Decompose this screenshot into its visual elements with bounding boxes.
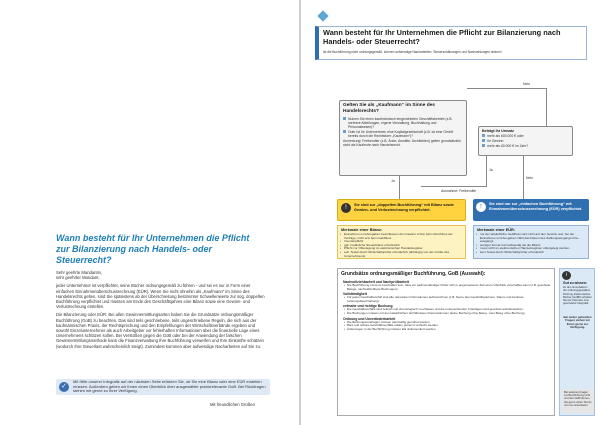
euer-features-heading: Merkmale einer EÜR: [477, 228, 515, 232]
threshold-heading: Beträgt Ihr Umsatz [482, 129, 514, 133]
flow-label-nein-2: Nein [526, 176, 533, 180]
question-kaufmann [339, 100, 467, 176]
threshold-item: mehr als 60.000 € im Jahr? [479, 143, 572, 148]
result-bilanz [337, 199, 466, 221]
salutation-1: Sehr geehrte Mandantin, [56, 270, 103, 275]
good-to-know-heading: Gut zu wissen: [563, 281, 587, 285]
question-threshold [478, 126, 573, 156]
list-item: • muss nicht im elektronischen Handelsregister offengelegt werden [474, 247, 588, 251]
gob-section-title: Vollständigkeit [343, 292, 367, 297]
connector-line [399, 176, 400, 199]
pin-icon: ! [476, 202, 486, 212]
list-item: • Inventurpflicht [338, 240, 465, 244]
good-to-know-footer: Bei weiteren Fragen zur Buchführung nicht und den GoB können Sie gerne einen Termin mit uns vereinbaren. [562, 389, 594, 413]
flow-label-ja-2: Ja [489, 168, 493, 172]
info-icon: i [562, 271, 571, 280]
connector-line [523, 156, 524, 199]
info-note-text: Mit Hilfe unserer Infografik auf der nächsten Seite erfahren Sie, ob Sie eine Bilanz oder eine EÜR erstellen müssen. Außerdem geben wir Ihnen einen Überblick über ausgewählte praxisrelevante GoB. Bei Rückfragen stehen wir gerne zu Ihrer Verfügung. [73, 378, 266, 394]
checkmark-icon: ✓ [59, 382, 69, 392]
good-to-know-contact: Bei weiter gehenden Fragen stehen wir Ihnen gerne zur Verfügung. [563, 314, 592, 329]
connector-line [546, 88, 547, 126]
exception-label: Ausnahme: Freiberufler [441, 189, 477, 193]
list-item: • Bare und unbare Geschäftsvorfälle sollten getrennt verbucht werden. [338, 324, 554, 328]
good-to-know-text: Zu den Grundsätzen der ordnungsgemäßen Führung elektronischer Bücher (GoBD) erhalten Sie bei Interesse eine gesonderte Infografik. [563, 286, 592, 306]
right-page [301, 0, 600, 425]
question-note: Anmerkung: Freiberufler (z.B. Ärzte, Anwälte, Architekten) gelten grundsätzlich nicht als Kaufleute nach Handelsrecht. [343, 139, 461, 148]
connector-line [421, 186, 487, 187]
result-bilanz-text: Sie sind zur „doppelten Buchführung“ mit Bilanz sowie Gewinn- und Verlustrechnung verpflichtet. [354, 203, 454, 212]
list-item: • Einnahmen und Ausgaben beeinflussen den Gewinn schon beim Abschluss der Verträge, nicht erst beim Geldfluss [338, 233, 465, 240]
question-item: Oder ist Ihr Unternehmen eine Kapitalgesellschaft (z.B. ist eine GmbH bereits durch die Rechtsform „Kaufmann“)? [340, 129, 466, 138]
bilanz-features [337, 225, 466, 259]
result-euer [473, 199, 589, 221]
question-item: Nutzen Sie einen kaufmännisch eingerichteten Geschäftsbetrieb (z.B. mehrere Abteilungen, eigene Verwaltung, Buchhaltung und Personalwesen)? [340, 116, 466, 129]
list-item: • ggf. zusätzliche Steuerbilanz erforderlich [338, 244, 465, 248]
pin-icon: ! [341, 203, 351, 213]
list-item: • nur der tatsächliche Geldfluss wird nicht auf den Gewinn aus: bei der Einnahmen und Ausgaben zählt das Datum des Zahlungseingangs bzw. -ausgangs [474, 233, 588, 244]
threshold-item: Ihr Gewinn [479, 138, 572, 143]
list-item: • weniger formal und aufwendig als die Bilanz [474, 244, 588, 248]
gob-section-title: Ordnung und Unveränderbarkeit [343, 316, 396, 321]
list-item: • Für jeden Geschäftsvorfall sind alle relevanten Informationen aufzuzeichnen (z.B. Name des Geschäftspartners, Datum und konkrete Leistungsbeschreibung). [338, 296, 554, 303]
result-euer-text: Sie sind nur zur „einfachen Buchführung“ mit Einnahmenüberschussrechnung (EÜR) verpflichtet. [489, 202, 583, 211]
list-item: • Die Geschäftsvorfälle sind zeitnah und chronologisch zu erfassen und die entsprechenden Unterlagen sind geordnet aufzubewahren. [338, 308, 554, 312]
threshold-item: mehr als 600.000 € oder [479, 133, 572, 138]
list-item: • kein Testat durch Wirtschaftsprüfer erforderlich [474, 251, 588, 255]
list-item: • Pflicht zur Offenlegung im elektronischen Handelsregister [338, 247, 465, 251]
question-kaufmann-heading: Gelten Sie als „Kaufmann“ im Sinne des Handelsrechts? [343, 103, 435, 114]
list-item: • Die Buchungsunterlagen müssen planmäßig geordnet werden. [338, 321, 554, 325]
flow-label-nein: Nein [523, 82, 530, 86]
gob-heading: Grundsätze ordnungsmäßiger Buchführung, GoB (Auswahl): [341, 271, 486, 277]
salutation-2: sehr geehrter Mandant, [56, 275, 100, 281]
closing: Mit freundlichen Grüßen [210, 402, 255, 407]
infographic-header [315, 26, 587, 60]
list-item: • evtl. Testat durch Wirtschaftsprüfer erforderlich (abhängig von der Größe des Unternehmens) [338, 251, 465, 258]
list-item: • Änderungen in der Buchführung müssen klar dokumentiert werden. [338, 328, 554, 332]
page-title: Wann besteht für Ihr Unternehmen die Pflicht zur Bilanzierung nach Handels- oder Steuerrecht? [56, 233, 250, 265]
infographic-title: Wann besteht für Ihr Unternehmen die Pflicht zur Bilanzierung nach Handels- oder Steuerrecht? [323, 28, 561, 46]
letter-body [56, 270, 266, 352]
euer-features [473, 225, 589, 259]
bilanz-features-heading: Merkmale einer Bilanz: [341, 228, 383, 232]
diamond-decoration [317, 10, 328, 21]
gob-section-title: zeitnahe und richtige Buchung [343, 304, 393, 309]
info-note [56, 379, 270, 395]
connector-line [486, 156, 487, 186]
paragraph-2: Die Bilanzierung oder EÜR: Bei allen Gewinnermittlungsarten haben Sie die Grundsätze ordnungsmäßiger Buchführung (GoB) zu beachten. Das sind teils geschriebene, teils ungeschriebene Regeln, die sich aus der kaufmännischen Praxis, der Rechtsprechung und den Empfehlungen der Wirtschaftsverbände ergeben und sowohl Einzelunternehmer als auch Arbeitgeber vor fehlerhaften Informationen über die finanzielle Lage eines Unternehmens schützen sollen. Bei Verstößen gegen die GoB oder bei der Anwendung der falschen Gewinnermittlungsmethode kann die Finanzverwaltung Ihre Buchführung verwerfen und Ihre Einkünfte schätzen (wodurch Ihre Steuerlast wahrscheinlich steigt). Zumindest kommen aber aufwendige Nacharbeiten auf Sie zu. [56, 312, 264, 349]
list-item: • Die Buchführung muss so beschaffen sein, dass ein sachverständiger Dritter sich in angemessener Zeit einen Überblick verschaffen kann (z.B. geschulte Belege, nachvollziehbare Buchungen). [338, 284, 554, 291]
left-page [0, 0, 299, 425]
list-item: • Die Buchungen müssen mit den tatsächlichen Verhältnissen übereinstimmen (keine Buchung ohne Beleg - kein Beleg ohne Buchung). [338, 312, 554, 316]
paragraph-1: jeder Unternehmer ist verpflichtet, seine Bücher ordnungsgemäß zu führen - und sei es nur in Form einer einfachen Einnahmenüberschussrechnung (EÜR). Wenn Sie nicht ohnehin als „Kaufmann“ im Sinne des Handelsrechts gelten, sind Sie spätestens ab der Überschreitung bestimmter Schwellenwerte zur sog. doppelten Buchführung verpflichtet und müssen am Ende des Geschäftsjahres eine Bilanz sowie eine Gewinn- und Verlustrechnung erstellen. [56, 283, 265, 310]
gob-section-title: Nachvollziehbarkeit und Nachprüfbarkeit [343, 280, 409, 284]
connector-line [467, 88, 547, 89]
infographic-subtitle: Ist die Buchführung nicht ordnungsgemäß, können aufwendige Nacharbeiten, Steuerschätzungen und Nachzahlungen drohen! [323, 50, 502, 54]
gob-box [337, 268, 555, 416]
flow-label-ja: Ja [391, 179, 395, 183]
good-to-know-box [559, 268, 595, 416]
